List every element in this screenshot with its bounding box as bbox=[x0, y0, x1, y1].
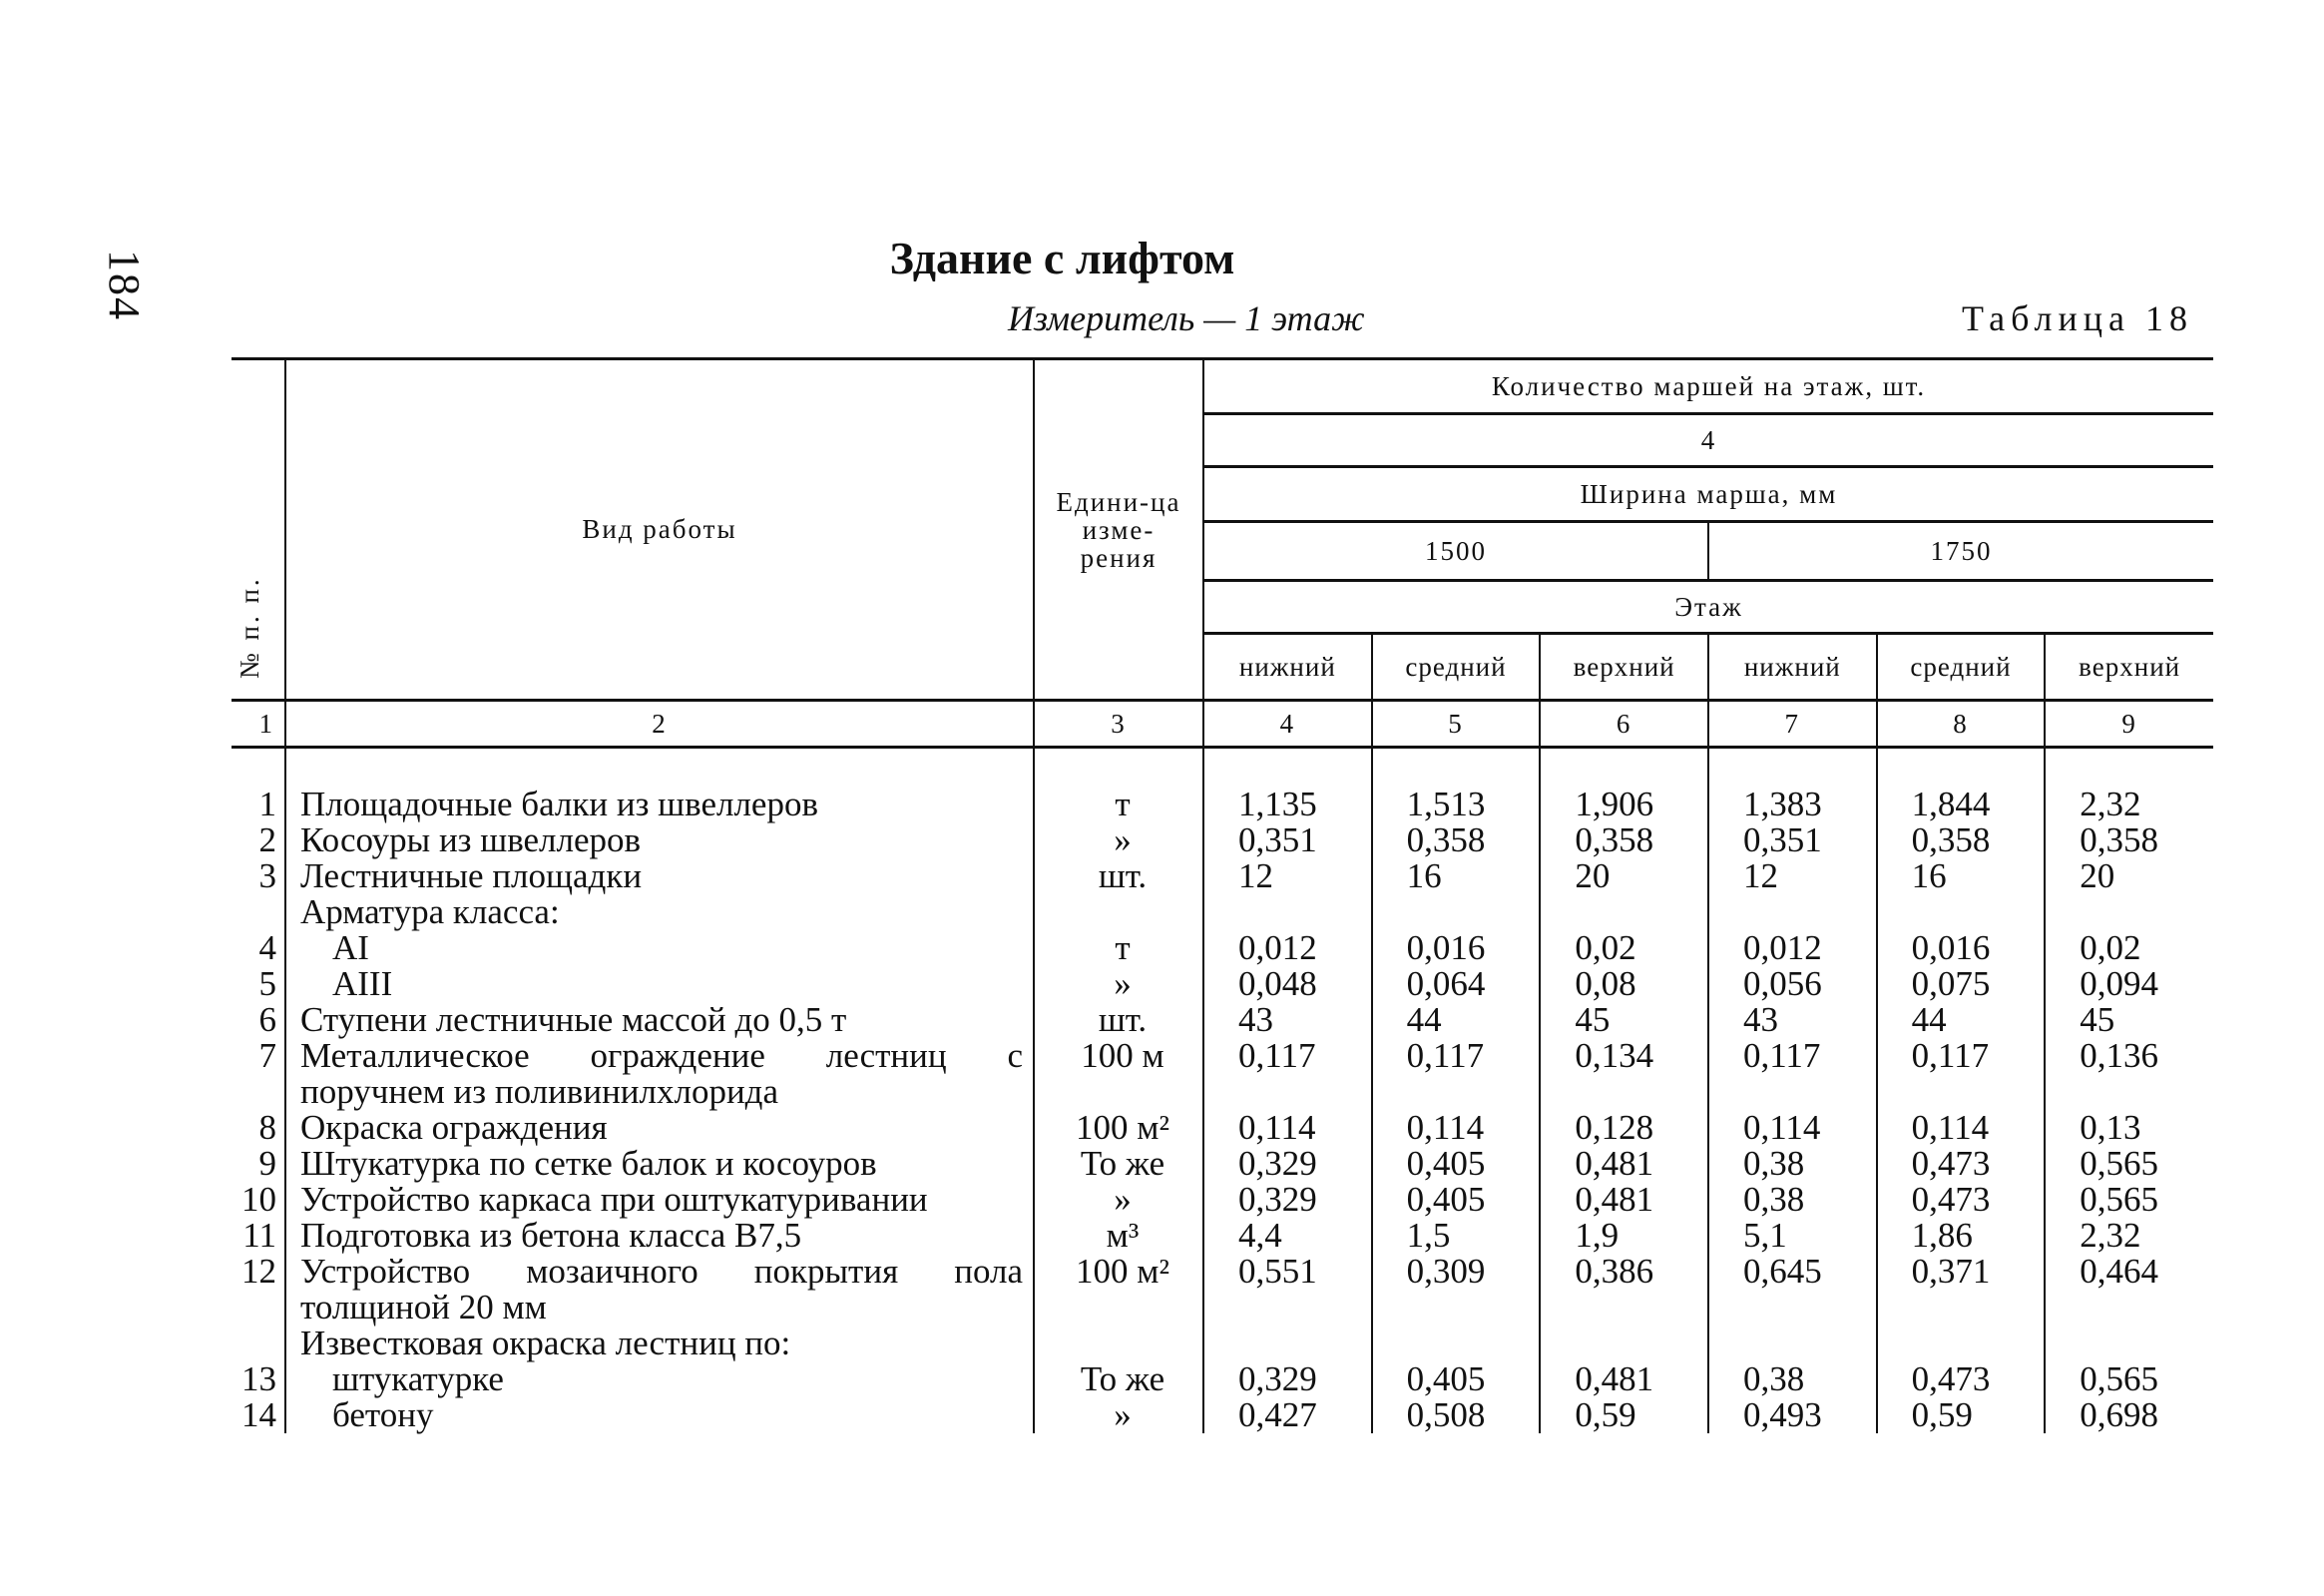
header-unit: Едини-ца изме-рения bbox=[1034, 359, 1203, 701]
value-cell: 0,481 bbox=[1540, 1361, 1708, 1397]
row-number: 9 bbox=[258, 1144, 276, 1183]
value-cell: 0,351 bbox=[1708, 822, 1877, 858]
value-cell: 0,117 bbox=[1203, 1038, 1372, 1074]
table-row bbox=[232, 1326, 2213, 1361]
value-cell: 0,136 bbox=[2045, 1038, 2213, 1074]
table-body bbox=[232, 748, 2213, 1434]
row-number: 5 bbox=[258, 964, 276, 1003]
value-cell: 0,371 bbox=[1877, 1254, 2046, 1290]
header-floor-5: средний bbox=[1877, 634, 2046, 701]
value-cell: 0,329 bbox=[1203, 1182, 1372, 1218]
value-cell: 0,473 bbox=[1877, 1361, 2046, 1397]
value-cell: 0,329 bbox=[1203, 1361, 1372, 1397]
value-cell: 12 bbox=[1203, 858, 1372, 894]
value-cell: 0,427 bbox=[1203, 1397, 1372, 1433]
value-cell: 0,134 bbox=[1540, 1038, 1708, 1074]
work-name: Штукатурка по сетке балок и косоуров bbox=[285, 1146, 1034, 1182]
row-number: 6 bbox=[258, 1000, 276, 1039]
work-name: толщиной 20 мм bbox=[285, 1290, 1034, 1326]
value-cell: 0,13 bbox=[2045, 1110, 2213, 1146]
value-cell: 0,38 bbox=[1708, 1361, 1877, 1397]
work-name: Площадочные балки из швеллеров bbox=[285, 748, 1034, 823]
header-floor-1: нижний bbox=[1203, 634, 1372, 701]
page-title bbox=[0, 232, 2324, 284]
value-cell: 0,094 bbox=[2045, 966, 2213, 1002]
unit-cell: м³ bbox=[1034, 1218, 1203, 1254]
unit-cell: 100 м² bbox=[1034, 1110, 1203, 1146]
work-name: поручнем из поливинилхлорида bbox=[285, 1074, 1034, 1110]
value-cell: 43 bbox=[1203, 1002, 1372, 1038]
value-cell bbox=[1372, 1074, 1541, 1110]
work-name: AI bbox=[285, 930, 1034, 966]
work-name: AIII bbox=[285, 966, 1034, 1002]
work-name: Известковая окраска лестниц по: bbox=[285, 1326, 1034, 1361]
data-table bbox=[232, 357, 2213, 1433]
table-row bbox=[232, 1146, 2213, 1182]
value-cell: 0,405 bbox=[1372, 1361, 1541, 1397]
work-name: Устройство мозаичного покрытия пола bbox=[285, 1254, 1034, 1290]
value-cell bbox=[1203, 1326, 1372, 1361]
table-row bbox=[232, 1182, 2213, 1218]
value-cell bbox=[2045, 894, 2213, 930]
value-cell: 16 bbox=[1877, 858, 2046, 894]
row-number: 4 bbox=[258, 928, 276, 967]
value-cell: 44 bbox=[1372, 1002, 1541, 1038]
value-cell: 44 bbox=[1877, 1002, 2046, 1038]
value-cell: 0,012 bbox=[1203, 930, 1372, 966]
page-title-text: Здание с лифтом bbox=[889, 233, 1235, 283]
value-cell: 1,844 bbox=[1877, 748, 2046, 823]
header-floor: Этаж bbox=[1203, 581, 2213, 634]
value-cell bbox=[1540, 1326, 1708, 1361]
table-subtitle: Измеритель — 1 этаж bbox=[1008, 298, 1365, 338]
work-name: Подготовка из бетона класса В7,5 bbox=[285, 1218, 1034, 1254]
value-cell: 0,309 bbox=[1372, 1254, 1541, 1290]
col-number-2: 2 bbox=[285, 701, 1034, 748]
header-floor-6: верхний bbox=[2045, 634, 2213, 701]
col-number-1: 1 bbox=[232, 701, 285, 748]
value-cell bbox=[1708, 1290, 1877, 1326]
value-cell: 2,32 bbox=[2045, 748, 2213, 823]
unit-cell: » bbox=[1034, 1397, 1203, 1433]
table-row bbox=[232, 1038, 2213, 1074]
unit-cell: шт. bbox=[1034, 1002, 1203, 1038]
value-cell: 0,351 bbox=[1203, 822, 1372, 858]
value-cell bbox=[1540, 1290, 1708, 1326]
row-number: 8 bbox=[258, 1108, 276, 1147]
header-floor-4: нижний bbox=[1708, 634, 1877, 701]
value-cell: 43 bbox=[1708, 1002, 1877, 1038]
work-name: штукатурке bbox=[285, 1361, 1034, 1397]
header-marches-count: 4 bbox=[1203, 414, 2213, 467]
table-row bbox=[232, 894, 2213, 930]
value-cell bbox=[1877, 1074, 2046, 1110]
value-cell: 0,012 bbox=[1708, 930, 1877, 966]
value-cell: 5,1 bbox=[1708, 1218, 1877, 1254]
value-cell: 0,565 bbox=[2045, 1146, 2213, 1182]
value-cell: 0,114 bbox=[1877, 1110, 2046, 1146]
value-cell: 0,117 bbox=[1877, 1038, 2046, 1074]
table-row bbox=[232, 1110, 2213, 1146]
value-cell: 0,358 bbox=[1877, 822, 2046, 858]
value-cell bbox=[1540, 1074, 1708, 1110]
table-row bbox=[232, 1074, 2213, 1110]
table-row bbox=[232, 822, 2213, 858]
value-cell: 0,698 bbox=[2045, 1397, 2213, 1433]
row-number: 2 bbox=[258, 820, 276, 859]
value-cell: 0,481 bbox=[1540, 1182, 1708, 1218]
value-cell: 0,114 bbox=[1708, 1110, 1877, 1146]
row-number: 13 bbox=[241, 1359, 276, 1398]
value-cell bbox=[1203, 894, 1372, 930]
row-number: 7 bbox=[258, 1036, 276, 1075]
unit-cell: То же bbox=[1034, 1361, 1203, 1397]
work-name: бетону bbox=[285, 1397, 1034, 1433]
value-cell: 1,383 bbox=[1708, 748, 1877, 823]
row-number: 14 bbox=[241, 1395, 276, 1434]
row-number: 1 bbox=[258, 785, 276, 823]
value-cell bbox=[2045, 1074, 2213, 1110]
table-label: Таблица 18 bbox=[1962, 298, 2193, 338]
value-cell bbox=[1877, 894, 2046, 930]
unit-cell: 100 м² bbox=[1034, 1254, 1203, 1290]
work-name: Косоуры из швеллеров bbox=[285, 822, 1034, 858]
header-num-label: № п. п. bbox=[234, 576, 264, 679]
work-name: Лестничные площадки bbox=[285, 858, 1034, 894]
unit-cell bbox=[1034, 894, 1203, 930]
header-floor-2: средний bbox=[1372, 634, 1541, 701]
unit-cell: шт. bbox=[1034, 858, 1203, 894]
table-row bbox=[232, 1361, 2213, 1397]
value-cell: 0,565 bbox=[2045, 1361, 2213, 1397]
unit-cell bbox=[1034, 1290, 1203, 1326]
value-cell bbox=[2045, 1290, 2213, 1326]
work-name: Арматура класса: bbox=[285, 894, 1034, 930]
value-cell: 0,473 bbox=[1877, 1182, 2046, 1218]
value-cell: 0,551 bbox=[1203, 1254, 1372, 1290]
unit-cell: т bbox=[1034, 930, 1203, 966]
unit-cell: То же bbox=[1034, 1146, 1203, 1182]
header-marches: Количество маршей на этаж, шт. bbox=[1203, 359, 2213, 414]
value-cell: 0,38 bbox=[1708, 1146, 1877, 1182]
header-floor-3: верхний bbox=[1540, 634, 1708, 701]
value-cell: 16 bbox=[1372, 858, 1541, 894]
col-number-7: 7 bbox=[1708, 701, 1877, 748]
header-work: Вид работы bbox=[285, 359, 1034, 701]
unit-cell: 100 м bbox=[1034, 1038, 1203, 1074]
unit-cell bbox=[1034, 1326, 1203, 1361]
value-cell: 0,064 bbox=[1372, 966, 1541, 1002]
value-cell bbox=[1372, 1326, 1541, 1361]
value-cell: 1,513 bbox=[1372, 748, 1541, 823]
value-cell: 1,906 bbox=[1540, 748, 1708, 823]
value-cell: 0,117 bbox=[1372, 1038, 1541, 1074]
value-cell: 0,358 bbox=[1372, 822, 1541, 858]
header-width-1750: 1750 bbox=[1708, 522, 2213, 581]
col-number-4: 4 bbox=[1203, 701, 1372, 748]
col-number-8: 8 bbox=[1877, 701, 2046, 748]
header-width: Ширина марша, мм bbox=[1203, 467, 2213, 522]
unit-cell: » bbox=[1034, 1182, 1203, 1218]
value-cell: 2,32 bbox=[2045, 1218, 2213, 1254]
value-cell bbox=[1372, 1290, 1541, 1326]
value-cell: 0,59 bbox=[1540, 1397, 1708, 1433]
col-number-3: 3 bbox=[1034, 701, 1203, 748]
value-cell: 0,473 bbox=[1877, 1146, 2046, 1182]
row-number bbox=[232, 894, 285, 930]
value-cell: 0,048 bbox=[1203, 966, 1372, 1002]
unit-cell bbox=[1034, 1074, 1203, 1110]
table-row bbox=[232, 966, 2213, 1002]
value-cell: 0,565 bbox=[2045, 1182, 2213, 1218]
value-cell: 0,405 bbox=[1372, 1146, 1541, 1182]
value-cell: 0,02 bbox=[2045, 930, 2213, 966]
value-cell bbox=[1877, 1326, 2046, 1361]
row-number bbox=[232, 1074, 285, 1110]
value-cell: 1,86 bbox=[1877, 1218, 2046, 1254]
value-cell bbox=[1540, 894, 1708, 930]
value-cell: 0,358 bbox=[1540, 822, 1708, 858]
row-number: 12 bbox=[241, 1252, 276, 1291]
value-cell bbox=[1203, 1290, 1372, 1326]
value-cell: 0,056 bbox=[1708, 966, 1877, 1002]
value-cell: 45 bbox=[1540, 1002, 1708, 1038]
row-number: 11 bbox=[242, 1216, 276, 1255]
table-row bbox=[232, 1218, 2213, 1254]
value-cell: 0,464 bbox=[2045, 1254, 2213, 1290]
value-cell: 0,075 bbox=[1877, 966, 2046, 1002]
work-name: Окраска ограждения bbox=[285, 1110, 1034, 1146]
row-number: 3 bbox=[258, 856, 276, 895]
work-name: Металлическое ограждение лестниц с bbox=[285, 1038, 1034, 1074]
value-cell: 45 bbox=[2045, 1002, 2213, 1038]
value-cell: 0,02 bbox=[1540, 930, 1708, 966]
header-num bbox=[232, 359, 285, 701]
work-name: Ступени лестничные массой до 0,5 т bbox=[285, 1002, 1034, 1038]
row-number bbox=[232, 1290, 285, 1326]
value-cell: 0,386 bbox=[1540, 1254, 1708, 1290]
value-cell bbox=[1877, 1290, 2046, 1326]
unit-cell: » bbox=[1034, 822, 1203, 858]
value-cell: 0,493 bbox=[1708, 1397, 1877, 1433]
table-row bbox=[232, 1397, 2213, 1433]
value-cell bbox=[1372, 894, 1541, 930]
value-cell: 12 bbox=[1708, 858, 1877, 894]
value-cell: 0,016 bbox=[1372, 930, 1541, 966]
value-cell: 0,481 bbox=[1540, 1146, 1708, 1182]
value-cell bbox=[1708, 894, 1877, 930]
col-number-9: 9 bbox=[2045, 701, 2213, 748]
value-cell bbox=[1203, 1074, 1372, 1110]
table-row bbox=[232, 748, 2213, 823]
value-cell: 0,645 bbox=[1708, 1254, 1877, 1290]
table-row bbox=[232, 1290, 2213, 1326]
value-cell: 0,114 bbox=[1372, 1110, 1541, 1146]
value-cell: 0,405 bbox=[1372, 1182, 1541, 1218]
row-number bbox=[232, 1326, 285, 1361]
value-cell: 0,59 bbox=[1877, 1397, 2046, 1433]
value-cell: 0,128 bbox=[1540, 1110, 1708, 1146]
page-number: 184 bbox=[100, 250, 149, 321]
col-number-5: 5 bbox=[1372, 701, 1541, 748]
work-name: Устройство каркаса при оштукатуривании bbox=[285, 1182, 1034, 1218]
value-cell: 0,358 bbox=[2045, 822, 2213, 858]
header-width-1500: 1500 bbox=[1203, 522, 1708, 581]
unit-cell: т bbox=[1034, 748, 1203, 823]
value-cell bbox=[2045, 1326, 2213, 1361]
value-cell: 20 bbox=[2045, 858, 2213, 894]
value-cell: 20 bbox=[1540, 858, 1708, 894]
table-row bbox=[232, 1254, 2213, 1290]
value-cell: 1,135 bbox=[1203, 748, 1372, 823]
value-cell bbox=[1708, 1074, 1877, 1110]
table-row bbox=[232, 858, 2213, 894]
table-row bbox=[232, 930, 2213, 966]
col-number-6: 6 bbox=[1540, 701, 1708, 748]
value-cell: 1,9 bbox=[1540, 1218, 1708, 1254]
value-cell: 0,08 bbox=[1540, 966, 1708, 1002]
value-cell bbox=[1708, 1326, 1877, 1361]
value-cell: 0,016 bbox=[1877, 930, 2046, 966]
unit-cell: » bbox=[1034, 966, 1203, 1002]
value-cell: 4,4 bbox=[1203, 1218, 1372, 1254]
value-cell: 0,508 bbox=[1372, 1397, 1541, 1433]
value-cell: 0,38 bbox=[1708, 1182, 1877, 1218]
row-number: 10 bbox=[241, 1180, 276, 1219]
value-cell: 0,329 bbox=[1203, 1146, 1372, 1182]
table-row bbox=[232, 1002, 2213, 1038]
value-cell: 0,114 bbox=[1203, 1110, 1372, 1146]
value-cell: 0,117 bbox=[1708, 1038, 1877, 1074]
value-cell: 1,5 bbox=[1372, 1218, 1541, 1254]
